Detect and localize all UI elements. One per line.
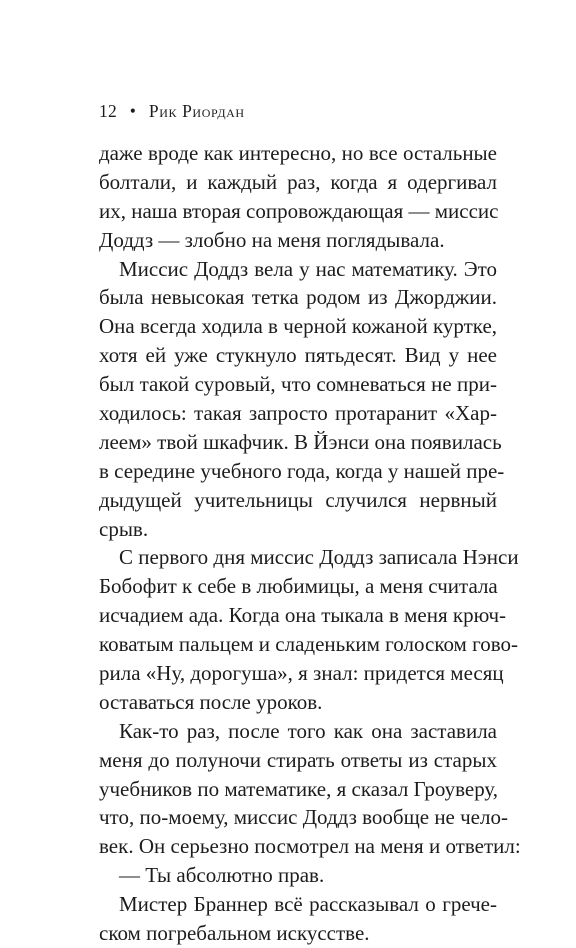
- text-line: в середине учебного года, когда у нашей пре-: [99, 458, 505, 483]
- text-line: хотя ей уже стукнуло пятьдесят. Вид у нее: [99, 343, 497, 368]
- text-line: оставаться после уроков.: [99, 689, 323, 714]
- text-line: учебников по математике, я сказал Гроуверу,: [99, 776, 499, 801]
- text-line: даже вроде как интересно, но все остальные: [99, 141, 497, 165]
- text-line: болтали, и каждый раз, когда я одергивал: [99, 169, 497, 194]
- text-line: была невысокая тетка родом из Джорджии.: [99, 285, 497, 310]
- body-text: [99, 139, 521, 948]
- page-number: 12: [99, 101, 118, 121]
- text-line: срыв.: [99, 516, 149, 541]
- text-line: их, наша вторая сопровождающая — миссис: [99, 198, 499, 223]
- text-line: С первого дня миссис Доддз записала Нэнси: [119, 545, 519, 570]
- text-line: Мистер Браннер всё рассказывал о грече-: [119, 892, 497, 917]
- text-line: исчадием ада. Когда она тыкала в меня крюч-: [99, 603, 507, 628]
- header-author: Рик Риордан: [148, 101, 245, 121]
- text-line: ском погребальном искусстве.: [99, 921, 370, 946]
- header-separator: •: [129, 101, 137, 121]
- text-line: ходилось: такая запросто протаранит «Хар-: [99, 401, 497, 426]
- text-line: Как-то раз, после того как она заставила: [119, 718, 497, 743]
- text-line: меня до полуночи стирать ответы из старых: [99, 747, 497, 772]
- text-line: что, по-моему, миссис Доддз вообще не чело-: [99, 805, 508, 830]
- text-line: леем» твой шкафчик. В Йэнси она появилась: [99, 429, 502, 454]
- text-line: дыдущей учительницы случился нервный: [99, 487, 497, 512]
- text-line: коватым пальцем и сладеньким голоском гово-: [99, 632, 518, 657]
- text-line: Бобофит к себе в любимицы, а меня считала: [99, 574, 498, 599]
- running-header: [99, 100, 245, 122]
- text-line: Доддз — злобно на меня поглядывала.: [99, 227, 445, 252]
- text-line: рила «Ну, дорогуша», я знал: придется месяц: [99, 661, 504, 686]
- text-line: был такой суровый, что сомневаться не при-: [99, 372, 497, 397]
- text-line: Она всегда ходила в черной кожаной куртке,: [99, 314, 498, 339]
- text-line: Миссис Доддз вела у нас математику. Это: [119, 256, 497, 281]
- dialogue-line: — Ты абсолютно прав.: [119, 863, 325, 888]
- text-line: век. Он серьезно посмотрел на меня и ответил:: [99, 834, 521, 859]
